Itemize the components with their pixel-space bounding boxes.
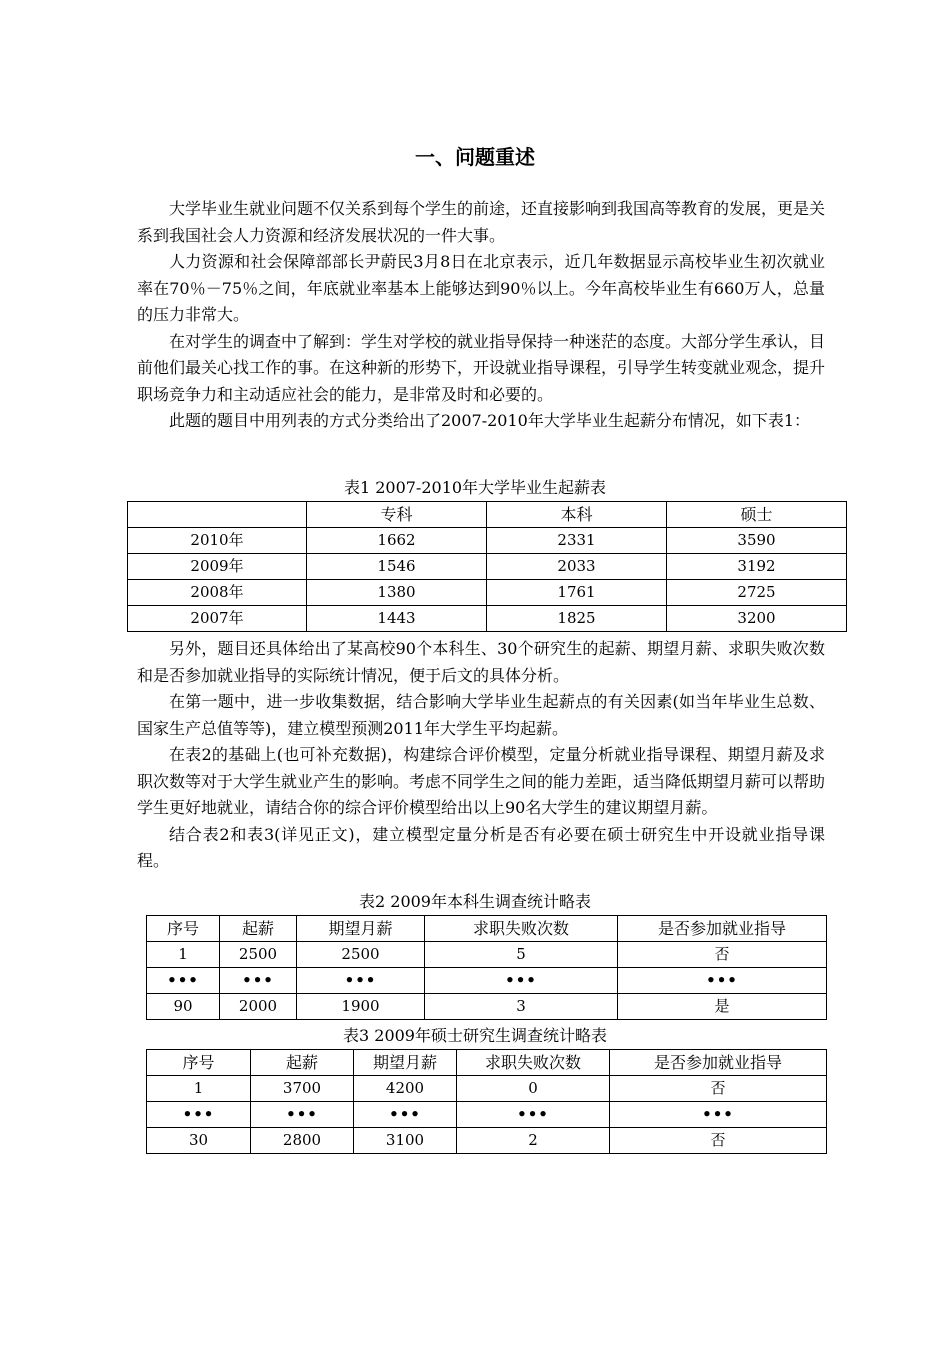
ellipsis-cell: ••• [618, 968, 827, 994]
table-header-cell: 期望月薪 [297, 916, 425, 942]
ellipsis-cell: ••• [297, 968, 425, 994]
table-cell: 5 [425, 942, 618, 968]
table-row [147, 1128, 827, 1154]
table-cell: 0 [457, 1076, 610, 1102]
table-cell: 是 [618, 994, 827, 1020]
salary-table [127, 501, 847, 632]
table-cell: 3192 [667, 554, 847, 580]
table-cell: 30 [147, 1128, 251, 1154]
table-cell: 1761 [487, 580, 667, 606]
table-cell: 1662 [307, 528, 487, 554]
undergrad-survey-table [146, 915, 827, 1020]
table-cell: 2009年 [128, 554, 307, 580]
ellipsis-cell: ••• [147, 968, 220, 994]
graduate-survey-table [146, 1049, 827, 1154]
ellipsis-cell: ••• [251, 1102, 354, 1128]
middle-text [137, 636, 825, 875]
table-header-cell: 是否参加就业指导 [610, 1050, 827, 1076]
table-cell: 2725 [667, 580, 847, 606]
paragraph: 人力资源和社会保障部部长尹蔚民3月8日在北京表示，近几年数据显示高校毕业生初次就业率在70％－75％之间，年底就业率基本上能够达到90％以上。今年高校毕业生有660万人，总量的压力非常大。 [137, 252, 825, 324]
table-header-cell: 序号 [147, 916, 220, 942]
table2-caption: 表2 2009年本科生调查统计略表 [359, 892, 591, 911]
table-cell: 否 [610, 1128, 827, 1154]
paragraph: 此题的题目中用列表的方式分类给出了2007-2010年大学毕业生起薪分布情况，如下表1： [169, 411, 811, 430]
table-cell: 1 [147, 942, 220, 968]
table-header-cell: 起薪 [251, 1050, 354, 1076]
table-cell: 2 [457, 1128, 610, 1154]
intro-text [137, 196, 825, 435]
table-row [147, 1076, 827, 1102]
table-header-cell: 序号 [147, 1050, 251, 1076]
table-row [128, 580, 847, 606]
table-row [147, 942, 827, 968]
table-cell: 1 [147, 1076, 251, 1102]
table-cell: 2007年 [128, 606, 307, 632]
table-cell: 1546 [307, 554, 487, 580]
ellipsis-cell: ••• [354, 1102, 457, 1128]
paragraph: 另外，题目还具体给出了某高校90个本科生、30个研究生的起薪、期望月薪、求职失败次数和是否参加就业指导的实际统计情况，便于后文的具体分析。 [137, 639, 825, 685]
table-header-cell [128, 502, 307, 528]
table-row [128, 528, 847, 554]
paragraph: 在表2的基础上(也可补充数据)，构建综合评价模型，定量分析就业指导课程、期望月薪及求职次数等对于大学生就业产生的影响。考虑不同学生之间的能力差距，适当降低期望月薪可以帮助学生更好地就业，请结合你的综合评价模型给出以上90名大学生的建议期望月薪。 [137, 745, 826, 817]
table-header-row [147, 1050, 827, 1076]
table-header-cell: 本科 [487, 502, 667, 528]
table-cell: 2500 [220, 942, 297, 968]
paragraph: 在对学生的调查中了解到：学生对学校的就业指导保持一种迷茫的态度。大部分学生承认，目前他们最关心找工作的事。在这种新的形势下，开设就业指导课程，引导学生转变就业观念，提升职场竞争力和主动适应社会的能力，是非常及时和必要的。 [137, 331, 826, 404]
table-cell: 3200 [667, 606, 847, 632]
ellipsis-cell: ••• [610, 1102, 827, 1128]
table-row-ellipsis [147, 968, 827, 994]
table-header-cell: 求职失败次数 [457, 1050, 610, 1076]
table-cell: 否 [618, 942, 827, 968]
section-title: 一、问题重述 [415, 145, 535, 169]
paragraph: 结合表2和表3(详见正文)，建立模型定量分析是否有必要在硕士研究生中开设就业指导课程。 [137, 824, 825, 870]
table-cell: 3590 [667, 528, 847, 554]
table-cell: 2010年 [128, 528, 307, 554]
table1-caption: 表1 2007-2010年大学毕业生起薪表 [343, 478, 607, 497]
table-header-cell: 求职失败次数 [425, 916, 618, 942]
ellipsis-cell: ••• [425, 968, 618, 994]
ellipsis-cell: ••• [457, 1102, 610, 1128]
table-cell: 1443 [307, 606, 487, 632]
table-cell: 3700 [251, 1076, 354, 1102]
table-header-cell: 起薪 [220, 916, 297, 942]
table3-caption: 表3 2009年硕士研究生调查统计略表 [343, 1026, 607, 1045]
table-header-row [128, 502, 847, 528]
table-cell: 90 [147, 994, 220, 1020]
ellipsis-cell: ••• [147, 1102, 251, 1128]
table-cell: 3100 [354, 1128, 457, 1154]
table-row-ellipsis [147, 1102, 827, 1128]
table-header-row [147, 916, 827, 942]
table-header-cell: 期望月薪 [354, 1050, 457, 1076]
paragraph: 在第一题中，进一步收集数据，结合影响大学毕业生起薪点的有关因素(如当年毕业生总数、国家生产总值等等)，建立模型预测2011年大学生平均起薪。 [137, 692, 825, 738]
table-cell: 2008年 [128, 580, 307, 606]
table-cell: 2500 [297, 942, 425, 968]
table-cell: 2331 [487, 528, 667, 554]
table-cell: 1825 [487, 606, 667, 632]
table-cell: 1380 [307, 580, 487, 606]
table-header-cell: 是否参加就业指导 [618, 916, 827, 942]
table-cell: 否 [610, 1076, 827, 1102]
table-cell: 3 [425, 994, 618, 1020]
table-header-cell: 专科 [307, 502, 487, 528]
ellipsis-cell: ••• [220, 968, 297, 994]
table-cell: 2800 [251, 1128, 354, 1154]
table-row [128, 606, 847, 632]
table-row [128, 554, 847, 580]
table-cell: 2000 [220, 994, 297, 1020]
table-row [147, 994, 827, 1020]
table-header-cell: 硕士 [667, 502, 847, 528]
table-cell: 4200 [354, 1076, 457, 1102]
table-cell: 2033 [487, 554, 667, 580]
paragraph: 大学毕业生就业问题不仅关系到每个学生的前途，还直接影响到我国高等教育的发展，更是关系到我国社会人力资源和经济发展状况的一件大事。 [137, 199, 826, 245]
table-cell: 1900 [297, 994, 425, 1020]
